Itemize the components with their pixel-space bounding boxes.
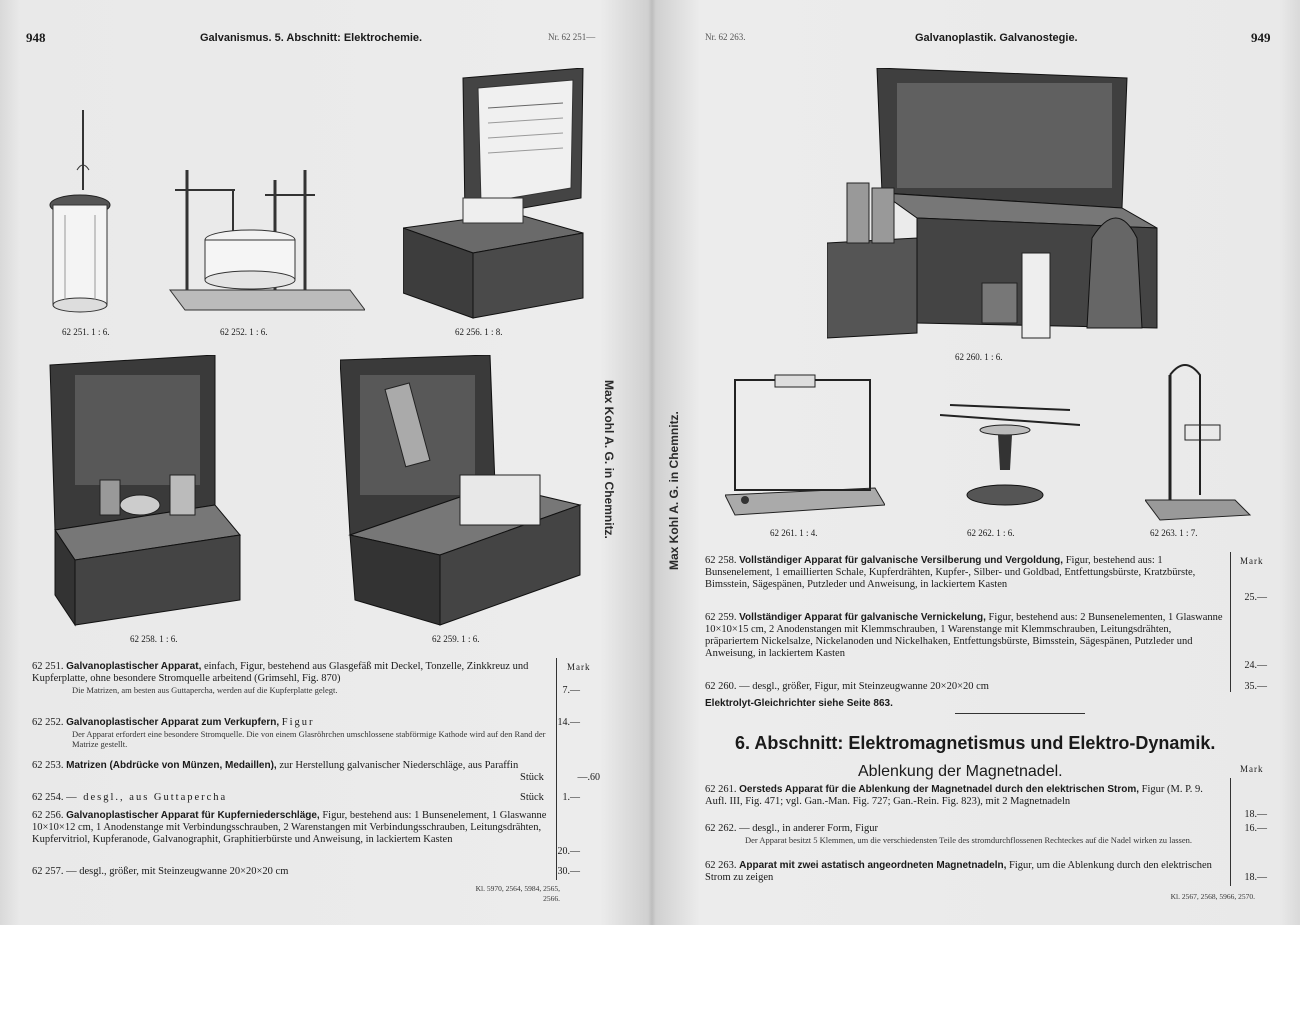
left-page bbox=[0, 0, 645, 925]
figure-62252 bbox=[165, 150, 365, 325]
section-rule bbox=[955, 713, 1085, 714]
mark-label: Mark bbox=[567, 662, 591, 672]
entry-code: 62 261. bbox=[705, 784, 737, 795]
page-number: 949 bbox=[1251, 30, 1271, 45]
entry-text: — desgl., in anderer Form, Figur bbox=[739, 823, 878, 834]
price-62260: 35.— bbox=[1244, 681, 1267, 692]
entry-code: 62 262. bbox=[705, 823, 737, 834]
figure-caption-62256: 62 256. 1 : 8. bbox=[455, 327, 503, 337]
entry-code: 62 259. bbox=[705, 612, 737, 623]
entry-62261 bbox=[705, 784, 1225, 808]
entry-code: 62 252. bbox=[32, 717, 64, 728]
figure-caption-62252: 62 252. 1 : 6. bbox=[220, 327, 268, 337]
side-imprint: Max Kohl A. G. in Chemnitz. bbox=[602, 380, 616, 539]
entry-text: Figur bbox=[281, 717, 315, 728]
price-62252: 14.— bbox=[557, 717, 580, 728]
entry-title: Vollständiger Apparat für galvanische Vernickelung, bbox=[739, 612, 986, 623]
figure-caption-62258: 62 258. 1 : 6. bbox=[130, 634, 178, 644]
entry-title: Matrizen (Abdrücke von Münzen, Medaillen), bbox=[66, 760, 277, 771]
entry-text: Figur, um die Ablenkung durch den elektrischen Strom zu zeigen bbox=[705, 860, 1212, 883]
entry-62254 bbox=[32, 792, 512, 804]
section-title: 6. Abschnitt: Elektromagnetismus und Elektro-Dynamik. bbox=[735, 733, 1216, 753]
entry-title: Galvanoplastischer Apparat zum Verkupfern, bbox=[66, 717, 280, 728]
figure-caption-62260: 62 260. 1 : 6. bbox=[955, 352, 1003, 362]
entry-text: Figur, bestehend aus: 1 Bunsenelement, 1 Glaswanne 10×10×12 cm, 1 Anodenstange mit Verbindungsschrauben, 2 Warenstangen mit Verbindungsschrauben, Leitungsdrähten, Kupfervitriol, Kupferanode, Galvanographit, Graphitierbürste und Anweisung, in lackiertem Kasten bbox=[32, 810, 547, 845]
price-62254: 1.— bbox=[562, 792, 580, 803]
figure-caption-62251: 62 251. 1 : 6. bbox=[62, 327, 110, 337]
entry-note: Der Apparat besitzt 5 Klemmen, um die verschiedensten Teile des stromdurchflossenen Rechteckes auf die Nadel wirken zu lassen. bbox=[745, 835, 1193, 845]
entry-text: — desgl., größer, Figur, mit Steinzeugwanne 20×20×20 cm bbox=[739, 681, 989, 692]
figure-62261 bbox=[725, 370, 885, 525]
entry-62262 bbox=[705, 823, 1225, 845]
entry-62259 bbox=[705, 612, 1225, 660]
entry-62263 bbox=[705, 860, 1225, 884]
unit-62253: Stück bbox=[520, 772, 544, 783]
entry-title: Galvanoplastischer Apparat, bbox=[66, 661, 202, 672]
entry-text: Figur, bestehend aus: 2 Bunsenelementen, 1 Glaswanne 10×10×15 cm, 2 Anodenstangen mit Klemmschrauben, 1 Warenstange mit Klemmschrauben, Leitungsdrähten, präpariertem Nickelsalze, Nickelanoden und Nickelhaken, Entfettungsbürste, Bimsstein, Sägespänen, Putzleder und Anweisung, in lackiertem Kasten bbox=[705, 612, 1223, 659]
entry-text: — desgl., größer, mit Steinzeugwanne 20×20×20 cm bbox=[66, 866, 289, 877]
entry-text: — desgl., aus Guttapercha bbox=[66, 792, 228, 803]
entry-title: Vollständiger Apparat für galvanische Versilberung und Vergoldung, bbox=[739, 555, 1064, 566]
entry-code: 62 263. bbox=[705, 860, 737, 871]
price-62259: 24.— bbox=[1244, 660, 1267, 671]
bottom-margin bbox=[0, 925, 1300, 1014]
entry-note: Die Matrizen, am besten aus Guttapercha, werden auf die Kupferplatte gelegt. bbox=[72, 685, 338, 695]
entry-text: zur Herstellung galvanischer Niederschläge, aus Paraffin bbox=[279, 760, 519, 771]
section-subtitle: Ablenkung der Magnetnadel. bbox=[858, 763, 1063, 780]
figure-caption-62259: 62 259. 1 : 6. bbox=[432, 634, 480, 644]
range-ref: Nr. 62 263. bbox=[705, 32, 746, 42]
price-62257: 30.— bbox=[557, 866, 580, 877]
price-62258: 25.— bbox=[1244, 592, 1267, 603]
mark-label: Mark bbox=[1240, 556, 1264, 566]
entry-code: 62 257. bbox=[32, 866, 64, 877]
entry-62256 bbox=[32, 810, 552, 846]
running-title: Galvanismus. 5. Abschnitt: Elektrochemie. bbox=[200, 32, 423, 44]
entry-62260 bbox=[705, 681, 1225, 693]
entry-62258 bbox=[705, 555, 1225, 591]
figure-62262 bbox=[940, 395, 1080, 510]
running-title: Galvanoplastik. Galvanostegie. bbox=[915, 32, 1078, 44]
price-62261: 18.— bbox=[1244, 809, 1267, 820]
side-imprint: Max Kohl A. G. in Chemnitz. bbox=[667, 411, 681, 570]
right-page bbox=[655, 0, 1300, 925]
entry-code: 62 254. bbox=[32, 792, 64, 803]
figure-62259 bbox=[340, 355, 590, 630]
figure-62258 bbox=[40, 355, 245, 630]
entry-code: 62 260. bbox=[705, 681, 737, 692]
price-62262: 16.— bbox=[1244, 823, 1267, 834]
page-number: 948 bbox=[26, 30, 46, 45]
range-ref: Nr. 62 251— bbox=[548, 32, 596, 42]
figure-62260 bbox=[827, 68, 1167, 348]
entry-code: 62 256. bbox=[32, 810, 64, 821]
entry-text: Figur, bestehend aus: 1 Bunsenelement, 1 emaillierten Schale, Kupferdrähten, Kupfer-, Silber- und Goldbad, Entfettungsbürste, Kratzbürste, Bimsstein, Sägespänen, Putzleder und Anweisung, in lackiertem Kasten bbox=[705, 555, 1196, 590]
entry-title: Oersteds Apparat für die Ablenkung der Magnetnadel durch den elektrischen Strom, bbox=[739, 784, 1140, 795]
entry-title: Galvanoplastischer Apparat für Kupferniederschläge, bbox=[66, 810, 320, 821]
entry-62251 bbox=[32, 661, 552, 695]
figure-62263 bbox=[1145, 355, 1255, 525]
entry-text: einfach, Figur, bestehend aus Glasgefäß mit Deckel, Tonzelle, Zinkkreuz und Kupferplatte, ohne besondere Stromquelle arbeitend (Grimsehl, Fig. 870) bbox=[32, 661, 529, 684]
price-62256: 20.— bbox=[557, 846, 580, 857]
figure-caption-62262: 62 262. 1 : 6. bbox=[967, 528, 1015, 538]
figure-caption-62263: 62 263. 1 : 7. bbox=[1150, 528, 1198, 538]
figure-62256 bbox=[403, 68, 588, 323]
entry-62252 bbox=[32, 717, 552, 749]
mark-label-2: Mark bbox=[1240, 764, 1264, 774]
figure-caption-62261: 62 261. 1 : 4. bbox=[770, 528, 818, 538]
kl-reference: Kl. 5970, 2564, 5984, 2565, 2566. bbox=[475, 884, 560, 903]
entry-text: Figur (M. P. 9. Aufl. III, Fig. 471; vgl. Gan.-Man. Fig. 727; Gan.-Rein. Fig. 823), mit 2 Magnetnadeln bbox=[705, 784, 1203, 807]
figure-62251 bbox=[45, 110, 115, 325]
gleichrichter-note: Elektrolyt-Gleichrichter siehe Seite 863. bbox=[705, 698, 893, 709]
entry-code: 62 258. bbox=[705, 555, 737, 566]
price-62253: —.60 bbox=[577, 772, 600, 783]
entry-62253 bbox=[32, 760, 522, 772]
entry-title: Apparat mit zwei astatisch angeordneten Magnetnadeln, bbox=[739, 860, 1007, 871]
price-column-divider bbox=[1230, 552, 1231, 692]
entry-code: 62 253. bbox=[32, 760, 64, 771]
kl-reference: Kl. 2567, 2568, 5966, 2570. bbox=[1170, 892, 1255, 901]
entry-code: 62 251. bbox=[32, 661, 64, 672]
entry-62257 bbox=[32, 866, 532, 878]
price-62251: 7.— bbox=[562, 685, 580, 696]
entry-note: Der Apparat erfordert eine besondere Stromquelle. Die von einem Glasröhrchen umschlossene stabförmige Kathode wird auf den Rand der Matrize gestellt. bbox=[72, 729, 546, 749]
price-62263: 18.— bbox=[1244, 872, 1267, 883]
unit-62254: Stück bbox=[520, 792, 544, 803]
